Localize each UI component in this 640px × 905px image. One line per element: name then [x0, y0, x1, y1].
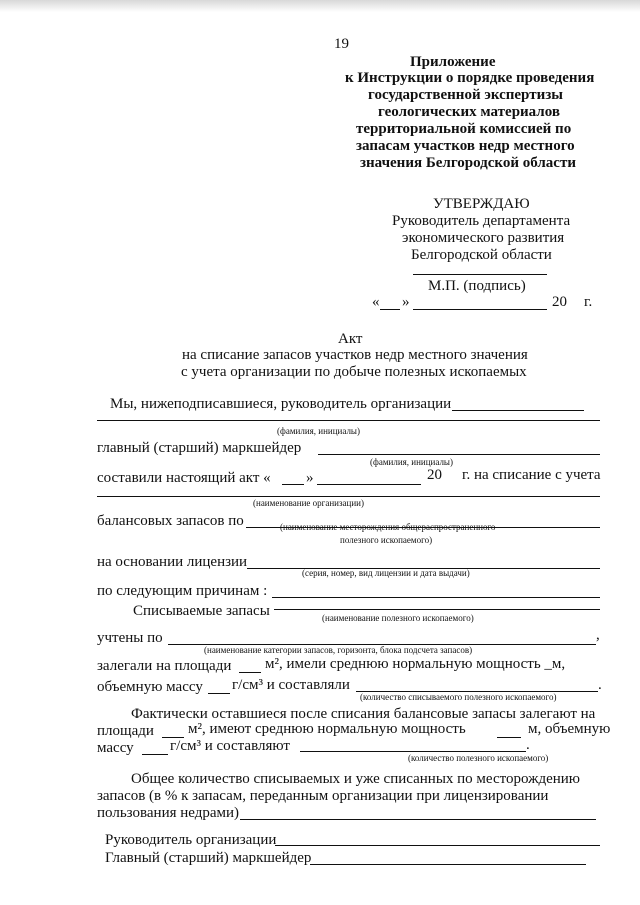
appendix-line: к Инструкции о порядке проведения — [345, 70, 595, 86]
date-close-quote: » — [402, 294, 410, 310]
appendix-title: Приложение — [410, 54, 496, 70]
actual-volume-text: м, объемную — [528, 721, 611, 737]
act-subtitle: на списание запасов участков недр местного значения — [182, 347, 528, 363]
reasons-label: по следующим причинам : — [97, 583, 268, 599]
approval-line: экономического развития — [402, 230, 565, 246]
appendix-line: геологических материалов — [378, 104, 560, 120]
sign-surveyor-label: Главный (старший) маркшейдер — [105, 850, 312, 866]
recorded-label: учтены по — [97, 630, 163, 646]
caption-fio: (фамилия, инициалы) — [370, 457, 453, 467]
actual-text: Фактически оставшиеся после списания балансовые запасы залегают на — [131, 706, 596, 722]
composed-day-line — [282, 484, 304, 485]
composed-month-line — [317, 484, 421, 485]
appendix-line: государственной экспертизы — [368, 87, 563, 103]
signature-line — [413, 274, 547, 275]
day-line — [380, 309, 400, 310]
org-name-line — [97, 496, 600, 497]
scan-shadow — [0, 0, 640, 12]
appendix-line: запасам участков недр местного — [356, 138, 575, 154]
actual-mass-label: массу — [97, 740, 134, 756]
stamp-signature-label: М.П. (подпись) — [428, 278, 526, 294]
area-label: залегали на площади — [97, 658, 232, 674]
total-text: запасов (в % к запасам, переданным организации при лицензировании — [97, 788, 549, 804]
actual-quantity-line — [300, 751, 526, 752]
approval-year: 20 — [552, 294, 567, 310]
approval-line: Белгородской области — [411, 247, 552, 263]
caption-org: (наименование организации) — [253, 498, 364, 508]
page-number: 19 — [334, 36, 349, 52]
date-open-quote: « — [372, 294, 380, 310]
actual-area-label: площади — [97, 723, 154, 739]
caption-deposit: полезного ископаемого) — [340, 535, 433, 545]
org-head-line — [452, 410, 584, 411]
actual-thickness-line — [497, 737, 521, 738]
sign-surveyor-line — [310, 864, 586, 865]
head-name-line — [97, 420, 600, 421]
act-subtitle: с учета организации по добыче полезных ископаемых — [181, 364, 527, 380]
approval-heading: УТВЕРЖДАЮ — [433, 196, 530, 212]
caption-quantity: (количество полезного ископаемого) — [408, 753, 549, 763]
sign-head-line — [275, 845, 600, 846]
composed-text: составили настоящий акт « — [97, 470, 271, 486]
recorded-comma: , — [596, 627, 600, 643]
sign-head-label: Руководитель организации — [105, 832, 277, 848]
total-line — [240, 819, 596, 820]
caption-mineral: (наименование полезного ископаемого) — [322, 613, 474, 623]
appendix-line: территориальной комиссией по — [356, 121, 572, 137]
act-title: Акт — [338, 331, 363, 347]
actual-thickness-text: м², имеют среднюю нормальную мощность — [188, 721, 466, 737]
caption-fio: (фамилия, инициалы) — [277, 426, 360, 436]
composed-quote: » — [306, 470, 314, 486]
mineral-line — [274, 609, 600, 610]
mass-line — [208, 693, 230, 694]
we-signed-text: Мы, нижеподписавшиеся, руководитель организации — [110, 396, 452, 412]
mass-label: объемную массу — [97, 679, 203, 695]
thickness-text: м², имели среднюю нормальную мощность _м, — [265, 656, 566, 672]
surveyor-label: главный (старший) маркшейдер — [97, 440, 302, 456]
caption-category: (наименование категории запасов, горизонта, блока подсчета запасов) — [204, 645, 473, 655]
approval-year-suffix: г. — [584, 294, 593, 310]
total-text: Общее количество списываемых и уже списанных по месторождению — [131, 771, 581, 787]
actual-dot: . — [526, 737, 530, 753]
composed-purpose: г. на списание с учета — [462, 467, 601, 483]
written-off-label: Списываемые запасы — [133, 603, 270, 619]
area-line — [239, 672, 261, 673]
caption-quantity: (количество списываемого полезного ископаемого) — [360, 692, 557, 702]
mass-units: г/см³ и составляли — [232, 677, 350, 693]
actual-mass-line — [142, 754, 168, 755]
appendix-line: значения Белгородской области — [360, 155, 576, 171]
balance-label: балансовых запасов по — [97, 513, 244, 529]
total-text: пользования недрами) — [97, 805, 240, 821]
month-line — [413, 309, 547, 310]
reasons-line — [272, 597, 600, 598]
actual-mass-units: г/см³ и составляют — [170, 738, 290, 754]
caption-deposit: (наименование месторождения общераспространенного — [280, 522, 496, 532]
composed-year: 20 — [427, 467, 442, 483]
caption-license: (серия, номер, вид лицензии и дата выдачи) — [302, 568, 470, 578]
surveyor-name-line — [318, 454, 600, 455]
mass-dot: . — [598, 677, 602, 693]
approval-line: Руководитель департамента — [392, 213, 571, 229]
license-label: на основании лицензии — [97, 554, 248, 570]
